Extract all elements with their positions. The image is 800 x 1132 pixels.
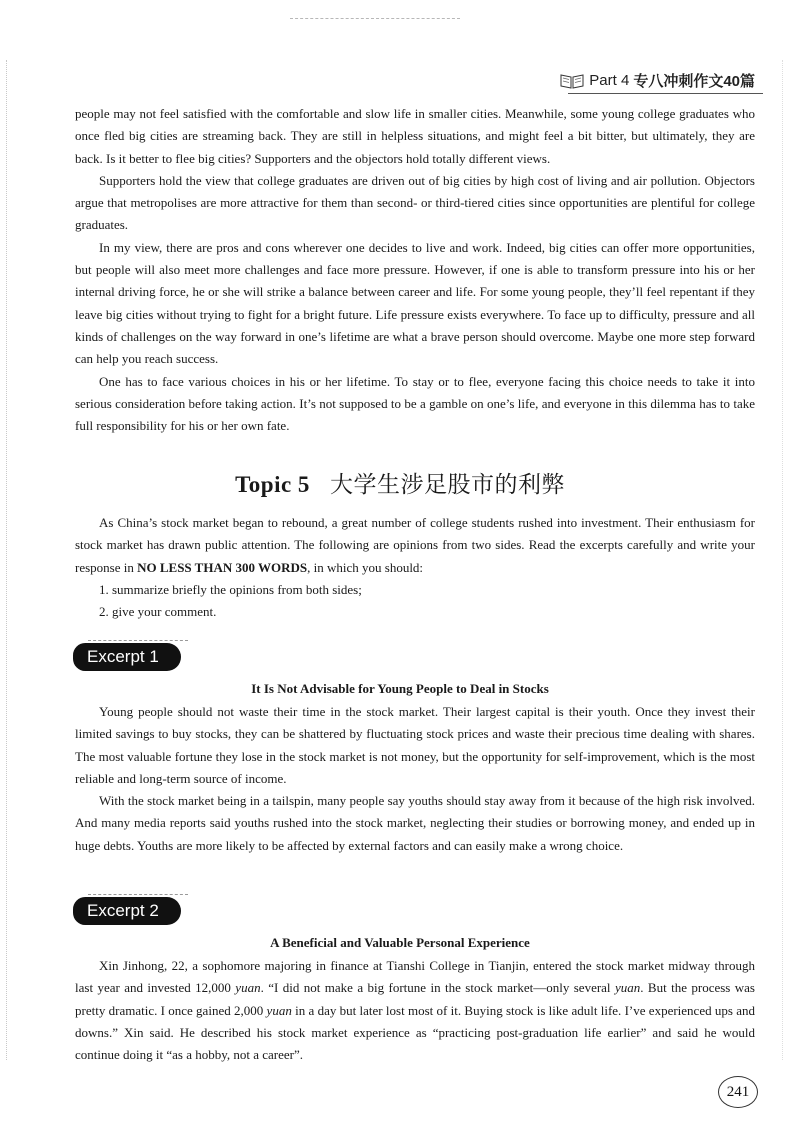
header-section-title: 专八冲刺作文40篇 <box>633 73 755 90</box>
word-requirement: NO LESS THAN 300 WORDS <box>137 559 308 575</box>
excerpt-2-title: A Beneficial and Valuable Personal Experience <box>270 935 530 950</box>
excerpt-1-title: It Is Not Advisable for Young People to Deal in Stocks <box>251 681 549 696</box>
paragraph: people may not feel satisfied with the comfortable and slow life in smaller cities. Meanwhile, some young college graduates who once fled big cities are streaming back. They are still in helpless situations, and might feel a bit bitter, but ultimately, they are back. Is it better to flee big cities? Supporters and the objectors hold totally different views. <box>75 106 755 166</box>
running-header <box>559 70 755 91</box>
text-run: . But the process was pretty dramatic. I once gained 2,000 <box>75 980 755 1018</box>
prompt-paragraph <box>75 512 755 579</box>
left-margin-dots <box>6 60 10 1060</box>
paragraph <box>75 955 755 1066</box>
topic-label: Topic 5 <box>235 472 310 497</box>
page-number: 241 <box>718 1076 758 1108</box>
top-dashed-line <box>290 18 460 21</box>
paragraph: With the stock market being in a tailspin, many people say youths should stay away from it because of the high risk involved. And many media reports said youths rushed into the stock market, neglecting their studies or borrowing money, and ended up in huge debts. Youths are more likely to be affected by external factors and can easily make a wrong choice. <box>75 793 755 853</box>
excerpt-2-badge: Excerpt 2 <box>73 897 181 925</box>
currency-word: yuan <box>266 1002 292 1018</box>
topic-title-cn: 大学生涉足股市的利弊 <box>329 472 565 498</box>
header-part-label: Part 4 <box>589 72 630 89</box>
paragraph: In my view, there are pros and cons wherever one decides to live and work. Indeed, big cities can offer more opportunities, but people will also meet more challenges and face more pressure. However, if one is able to transform pressure into his or her internal driving force, he or she will strike a balance between career and life. For some young people, they’ll feel repentant if they leave big cities without trying to fight for a bright future. Life pressure exists everywhere. To face up to difficulty, pressure and all kinds of challenges on the way forward in one’s lifetime are what a brave person should overcome. Maybe one more step forward can help you reach success. <box>75 239 755 367</box>
paragraph: One has to face various choices in his or her lifetime. To stay or to flee, everyone facing this choice needs to take it into serious consideration before taking action. It’s not supposed to be a gamble on one’s life, and everyone in this dilemma has to take full responsibility for his or her own fate. <box>75 373 755 434</box>
text-run: Xin Jinhong, 22, a sophomore majoring in finance at Tianshi College in Tianjin, entered the stock market midway through last year and invested 12,000 <box>75 958 755 996</box>
excerpt-rule <box>88 640 188 641</box>
paragraph: Supporters hold the view that college graduates are driven out of big cities by high cost of living and air pollution. Objectors argue that metropolises are more attractive for them than second- or third-tiered cities since opportunities are plentiful for college graduates. <box>75 172 755 233</box>
intro-continuation <box>75 103 755 437</box>
currency-word: yuan <box>614 980 641 996</box>
excerpt-1-badge: Excerpt 1 <box>73 643 181 671</box>
text-run: in a day but later lost most of it. Buying stock is like adult life. I’ve experienced ups and downs.” Xin said. He described his stock market experience as “practicing post-graduation life earlier” and said he would continue doing it “as a hobby, not a career”. <box>75 1002 755 1063</box>
book-icon <box>559 71 585 91</box>
topic-prompt <box>75 512 755 623</box>
task-item: 2. give your comment. <box>99 604 217 620</box>
right-margin-dots <box>782 60 786 1060</box>
currency-word: yuan <box>235 980 261 996</box>
topic-title <box>0 466 800 499</box>
header-rule <box>568 93 763 94</box>
paragraph: Young people should not waste their time in the stock market. Their largest capital is their youth. Once they invest their limited savings to buy stocks, they can be shattered by fluctuating stock prices and waste their precious time dealing with shares. The most valuable fortune they lose in the stock market is not money, but the opportunity for self-improvement, which is the most reliable and long-term source of income. <box>75 704 755 786</box>
excerpt-1-body <box>75 701 755 857</box>
excerpt-2-body <box>75 955 755 1066</box>
prompt-text: As China’s stock market began to rebound, a great number of college students rushed into investment. Their enthusiasm for stock market has drawn public attention. The following are opinions from two sides. Read the excerpts carefully and write your response in <box>75 515 755 575</box>
task-item: 1. summarize briefly the opinions from both sides; <box>99 581 362 597</box>
prompt-text-end: , in which you should: <box>307 559 424 575</box>
text-run: . “I did not make a big fortune in the stock market—only several <box>260 980 615 996</box>
excerpt-rule <box>88 894 188 895</box>
